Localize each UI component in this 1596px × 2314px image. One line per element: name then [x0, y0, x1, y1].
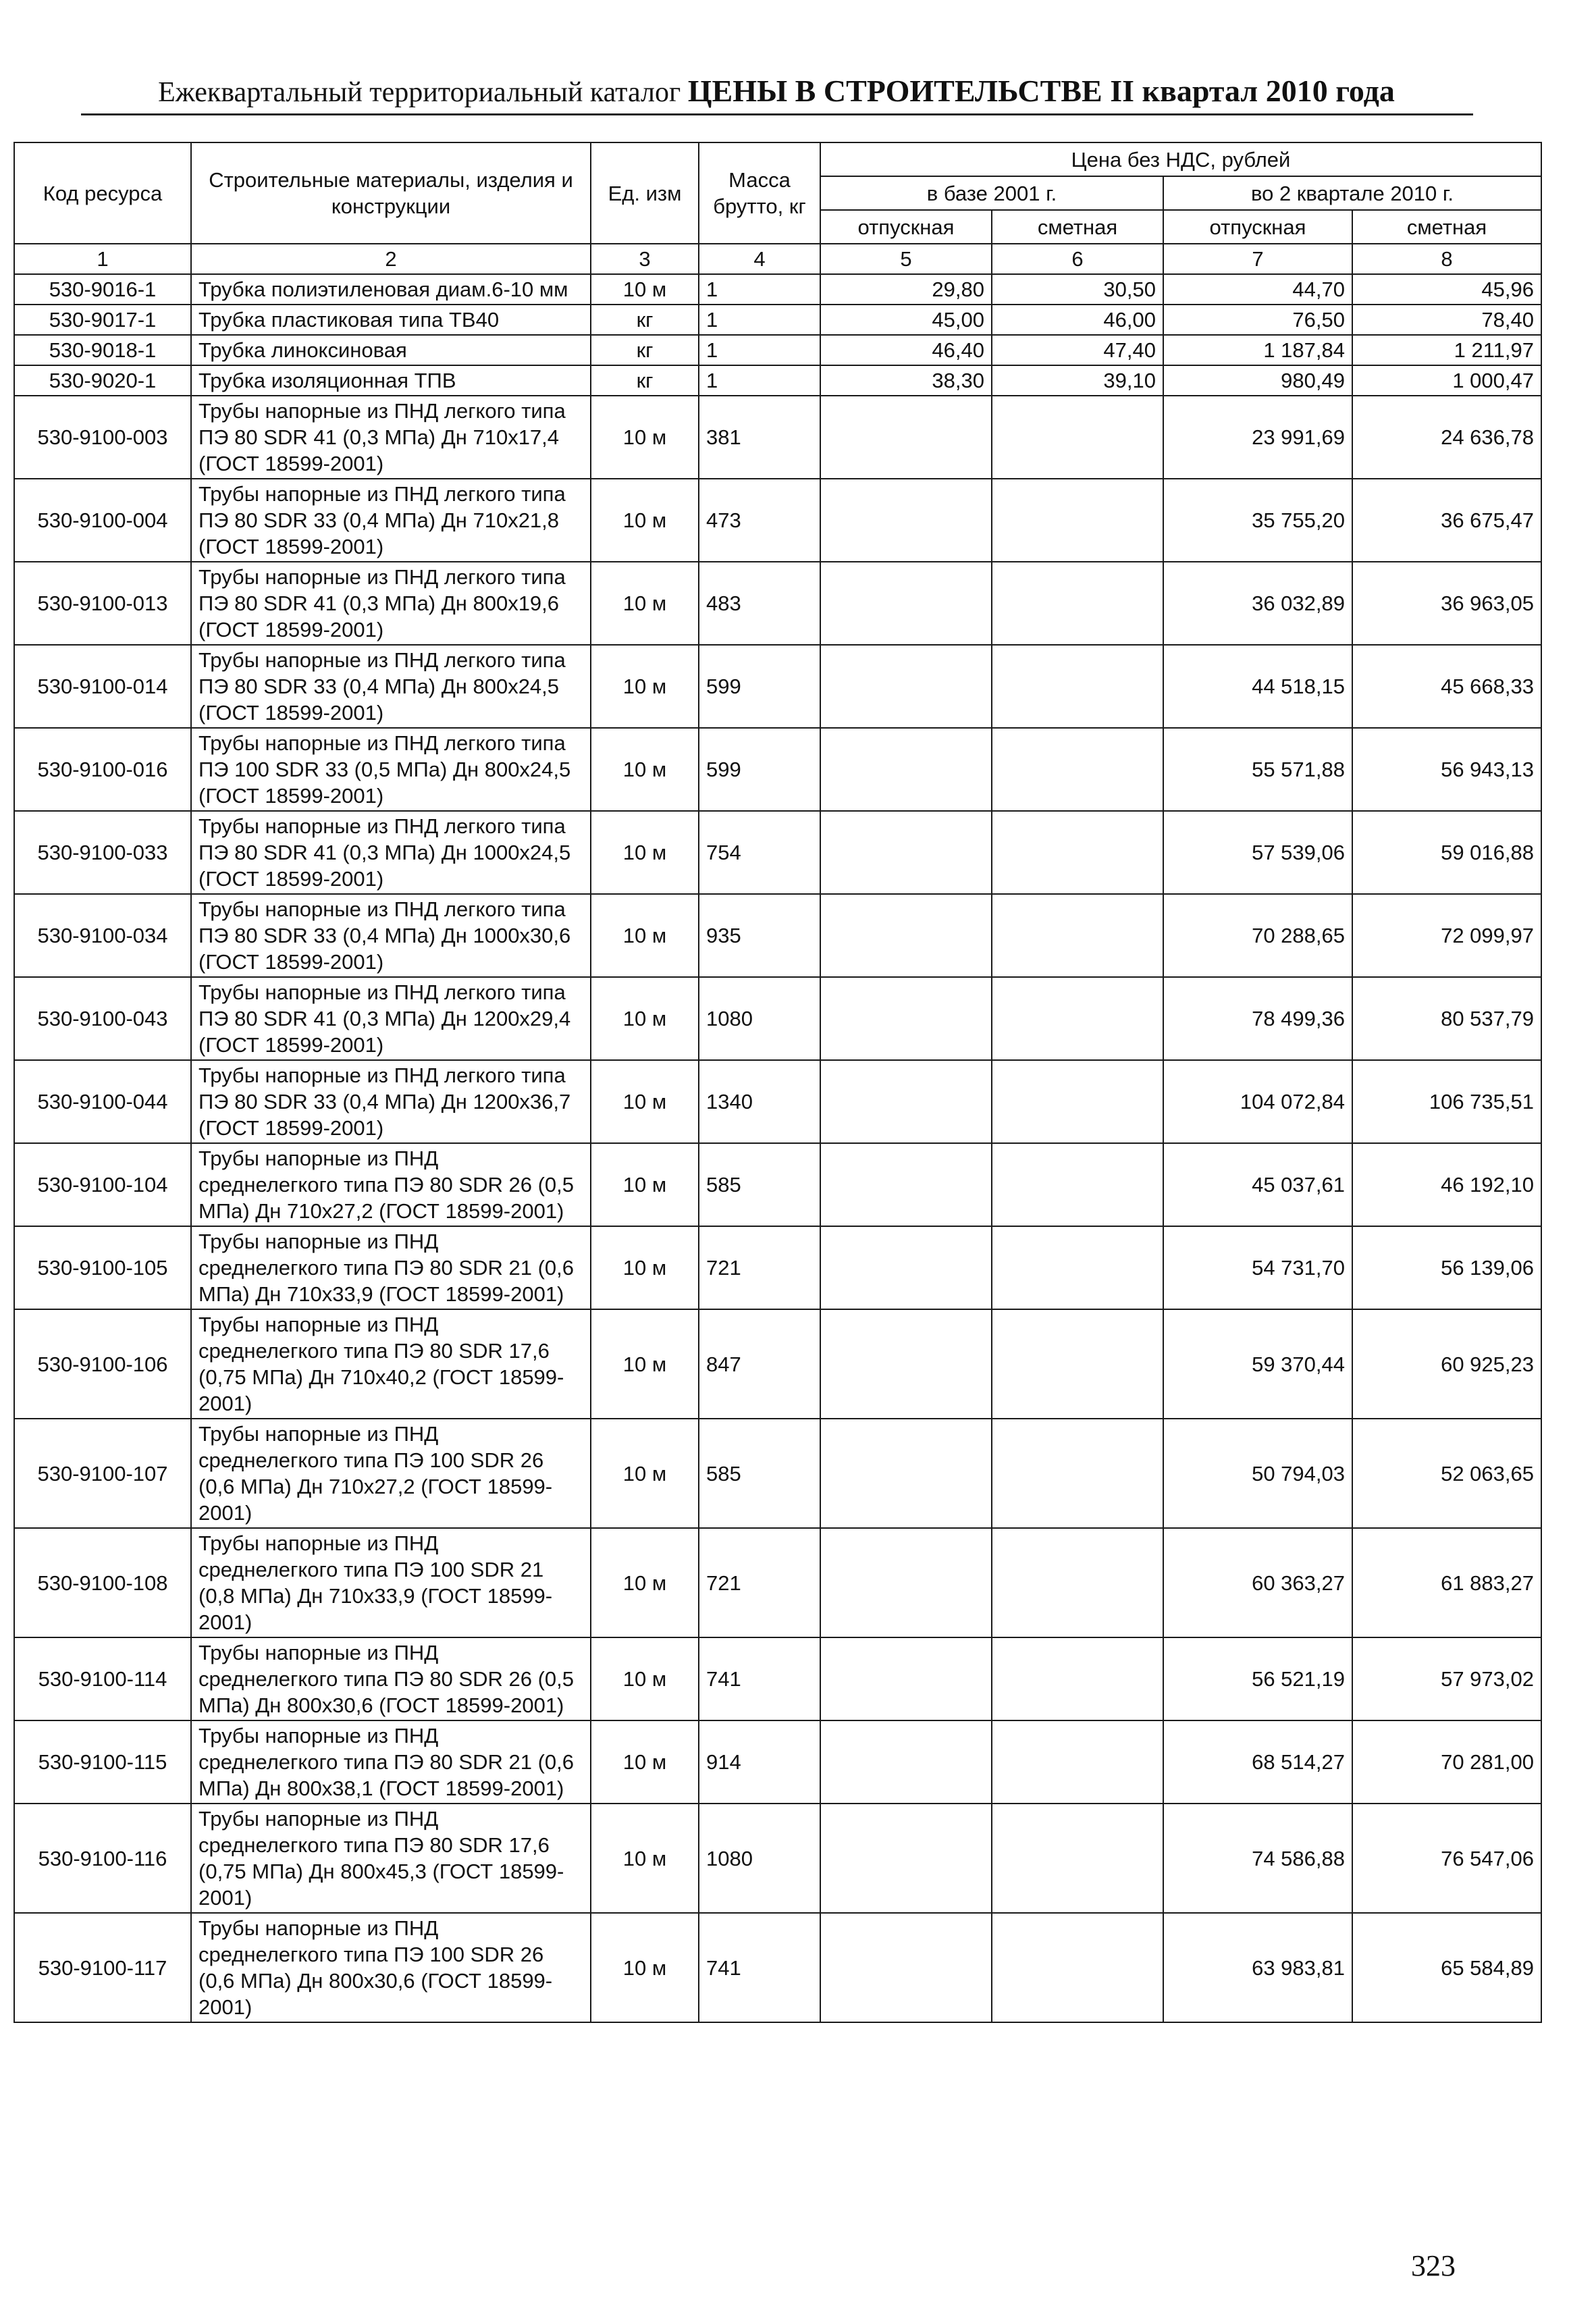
col-header-q2-release: отпускная [1163, 210, 1352, 244]
base-2001-release-price: 46,40 [820, 335, 992, 365]
base-2001-release-price: 38,30 [820, 365, 992, 396]
q2-2010-release-price: 56 521,19 [1163, 1637, 1352, 1720]
material-name: Трубы напорные из ПНД легкого типа ПЭ 80 SDR 41 (0,3 МПа) Дн 1000x24,5 (ГОСТ 18599-2001) [191, 811, 591, 894]
material-name: Трубка полиэтиленовая диам.6-10 мм [191, 274, 591, 305]
gross-mass: 721 [699, 1226, 820, 1309]
col-header-mass: Масса брутто, кг [699, 142, 820, 244]
q2-2010-release-price: 59 370,44 [1163, 1309, 1352, 1419]
material-name: Трубы напорные из ПНД среднелегкого типа ПЭ 100 SDR 26 (0,6 МПа) Дн 800x30,6 (ГОСТ 18599-2001) [191, 1913, 591, 2022]
header-title: ЦЕНЫ В СТРОИТЕЛЬСТВЕ II квартал 2010 года [687, 74, 1395, 108]
base-2001-release-price [820, 728, 992, 811]
q2-2010-estimate-price: 45 668,33 [1352, 645, 1541, 728]
base-2001-estimate-price [992, 1143, 1163, 1226]
material-name: Трубы напорные из ПНД легкого типа ПЭ 80 SDR 33 (0,4 МПа) Дн 710x21,8 (ГОСТ 18599-2001) [191, 479, 591, 562]
base-2001-release-price [820, 1804, 992, 1913]
col-number: 2 [191, 244, 591, 274]
gross-mass: 599 [699, 645, 820, 728]
q2-2010-release-price: 78 499,36 [1163, 977, 1352, 1060]
base-2001-release-price: 45,00 [820, 305, 992, 335]
q2-2010-release-price: 1 187,84 [1163, 335, 1352, 365]
q2-2010-estimate-price: 72 099,97 [1352, 894, 1541, 977]
q2-2010-estimate-price: 57 973,02 [1352, 1637, 1541, 1720]
unit: 10 м [591, 1720, 699, 1804]
unit: 10 м [591, 562, 699, 645]
gross-mass: 741 [699, 1913, 820, 2022]
base-2001-estimate-price [992, 894, 1163, 977]
q2-2010-release-price: 104 072,84 [1163, 1060, 1352, 1143]
resource-code: 530-9100-114 [14, 1637, 191, 1720]
table-row [14, 335, 1541, 365]
q2-2010-estimate-price: 1 211,97 [1352, 335, 1541, 365]
header-rule [81, 113, 1473, 115]
gross-mass: 935 [699, 894, 820, 977]
material-name: Трубы напорные из ПНД среднелегкого типа ПЭ 80 SDR 17,6 (0,75 МПа) Дн 710x40,2 (ГОСТ 18599-2001) [191, 1309, 591, 1419]
base-2001-estimate-price [992, 1060, 1163, 1143]
q2-2010-release-price: 60 363,27 [1163, 1528, 1352, 1637]
gross-mass: 754 [699, 811, 820, 894]
col-header-base-estimate: сметная [992, 210, 1163, 244]
material-name: Трубы напорные из ПНД среднелегкого типа ПЭ 80 SDR 17,6 (0,75 МПа) Дн 800x45,3 (ГОСТ 18599-2001) [191, 1804, 591, 1913]
base-2001-estimate-price [992, 479, 1163, 562]
table-row [14, 894, 1541, 977]
q2-2010-release-price: 44,70 [1163, 274, 1352, 305]
gross-mass: 585 [699, 1143, 820, 1226]
resource-code: 530-9100-106 [14, 1309, 191, 1419]
gross-mass: 585 [699, 1419, 820, 1528]
material-name: Трубы напорные из ПНД легкого типа ПЭ 80 SDR 33 (0,4 МПа) Дн 1200x36,7 (ГОСТ 18599-2001) [191, 1060, 591, 1143]
table-row [14, 1528, 1541, 1637]
col-number: 6 [992, 244, 1163, 274]
q2-2010-estimate-price: 106 735,51 [1352, 1060, 1541, 1143]
resource-code: 530-9100-014 [14, 645, 191, 728]
resource-code: 530-9100-013 [14, 562, 191, 645]
col-number: 7 [1163, 244, 1352, 274]
unit: 10 м [591, 1309, 699, 1419]
unit: 10 м [591, 479, 699, 562]
q2-2010-estimate-price: 76 547,06 [1352, 1804, 1541, 1913]
unit: кг [591, 305, 699, 335]
q2-2010-estimate-price: 56 139,06 [1352, 1226, 1541, 1309]
gross-mass: 1340 [699, 1060, 820, 1143]
material-name: Трубы напорные из ПНД среднелегкого типа ПЭ 80 SDR 21 (0,6 МПа) Дн 800x38,1 (ГОСТ 18599-2001) [191, 1720, 591, 1804]
col-header-price: Цена без НДС, рублей [820, 142, 1541, 176]
resource-code: 530-9100-104 [14, 1143, 191, 1226]
q2-2010-estimate-price: 45,96 [1352, 274, 1541, 305]
q2-2010-release-price: 70 288,65 [1163, 894, 1352, 977]
q2-2010-estimate-price: 59 016,88 [1352, 811, 1541, 894]
gross-mass: 741 [699, 1637, 820, 1720]
table-row [14, 1913, 1541, 2022]
unit: кг [591, 335, 699, 365]
q2-2010-release-price: 74 586,88 [1163, 1804, 1352, 1913]
table-row [14, 1419, 1541, 1528]
base-2001-estimate-price: 39,10 [992, 365, 1163, 396]
base-2001-estimate-price [992, 1528, 1163, 1637]
q2-2010-estimate-price: 56 943,13 [1352, 728, 1541, 811]
gross-mass: 721 [699, 1528, 820, 1637]
q2-2010-release-price: 980,49 [1163, 365, 1352, 396]
page-header [81, 73, 1472, 109]
resource-code: 530-9100-107 [14, 1419, 191, 1528]
q2-2010-estimate-price: 52 063,65 [1352, 1419, 1541, 1528]
base-2001-release-price [820, 1637, 992, 1720]
base-2001-estimate-price [992, 977, 1163, 1060]
table-row [14, 305, 1541, 335]
gross-mass: 473 [699, 479, 820, 562]
price-table [14, 142, 1542, 2023]
q2-2010-release-price: 44 518,15 [1163, 645, 1352, 728]
base-2001-release-price [820, 977, 992, 1060]
unit: 10 м [591, 274, 699, 305]
unit: 10 м [591, 728, 699, 811]
resource-code: 530-9018-1 [14, 335, 191, 365]
q2-2010-estimate-price: 1 000,47 [1352, 365, 1541, 396]
col-header-code: Код ресурса [14, 142, 191, 244]
col-header-q2-2010: во 2 квартале 2010 г. [1163, 176, 1541, 210]
col-header-base-release: отпускная [820, 210, 992, 244]
table-row [14, 1143, 1541, 1226]
material-name: Трубы напорные из ПНД легкого типа ПЭ 80 SDR 41 (0,3 МПа) Дн 800x19,6 (ГОСТ 18599-2001) [191, 562, 591, 645]
unit: 10 м [591, 396, 699, 479]
page-number: 323 [1411, 2249, 1456, 2282]
resource-code: 530-9100-003 [14, 396, 191, 479]
q2-2010-release-price: 50 794,03 [1163, 1419, 1352, 1528]
base-2001-release-price [820, 1720, 992, 1804]
material-name: Трубы напорные из ПНД легкого типа ПЭ 80 SDR 41 (0,3 МПа) Дн 710x17,4 (ГОСТ 18599-2001) [191, 396, 591, 479]
base-2001-release-price [820, 396, 992, 479]
unit: 10 м [591, 1637, 699, 1720]
q2-2010-release-price: 63 983,81 [1163, 1913, 1352, 2022]
q2-2010-estimate-price: 65 584,89 [1352, 1913, 1541, 2022]
column-number-row [14, 244, 1541, 274]
base-2001-release-price: 29,80 [820, 274, 992, 305]
gross-mass: 914 [699, 1720, 820, 1804]
table-row [14, 645, 1541, 728]
table-row [14, 1720, 1541, 1804]
resource-code: 530-9100-105 [14, 1226, 191, 1309]
q2-2010-release-price: 36 032,89 [1163, 562, 1352, 645]
base-2001-estimate-price: 47,40 [992, 335, 1163, 365]
table-row [14, 1637, 1541, 1720]
base-2001-release-price [820, 894, 992, 977]
resource-code: 530-9016-1 [14, 274, 191, 305]
resource-code: 530-9100-033 [14, 811, 191, 894]
col-number: 4 [699, 244, 820, 274]
base-2001-release-price [820, 479, 992, 562]
table-row [14, 811, 1541, 894]
q2-2010-release-price: 23 991,69 [1163, 396, 1352, 479]
unit: 10 м [591, 1143, 699, 1226]
base-2001-estimate-price [992, 1226, 1163, 1309]
unit: 10 м [591, 645, 699, 728]
base-2001-estimate-price [992, 1720, 1163, 1804]
col-header-name: Строительные материалы, изделия и конструкции [191, 142, 591, 244]
gross-mass: 381 [699, 396, 820, 479]
gross-mass: 1 [699, 335, 820, 365]
table-row [14, 1060, 1541, 1143]
base-2001-estimate-price [992, 396, 1163, 479]
gross-mass: 847 [699, 1309, 820, 1419]
q2-2010-estimate-price: 80 537,79 [1352, 977, 1541, 1060]
unit: 10 м [591, 811, 699, 894]
unit: 10 м [591, 1419, 699, 1528]
base-2001-estimate-price: 46,00 [992, 305, 1163, 335]
q2-2010-release-price: 68 514,27 [1163, 1720, 1352, 1804]
base-2001-release-price [820, 1143, 992, 1226]
q2-2010-estimate-price: 78,40 [1352, 305, 1541, 335]
base-2001-estimate-price [992, 811, 1163, 894]
unit: 10 м [591, 1060, 699, 1143]
table-row [14, 479, 1541, 562]
base-2001-release-price [820, 1528, 992, 1637]
base-2001-release-price [820, 811, 992, 894]
col-number: 5 [820, 244, 992, 274]
resource-code: 530-9100-116 [14, 1804, 191, 1913]
base-2001-estimate-price [992, 645, 1163, 728]
table-row [14, 562, 1541, 645]
table-row [14, 1309, 1541, 1419]
base-2001-estimate-price [992, 728, 1163, 811]
q2-2010-release-price: 54 731,70 [1163, 1226, 1352, 1309]
q2-2010-estimate-price: 70 281,00 [1352, 1720, 1541, 1804]
resource-code: 530-9100-117 [14, 1913, 191, 2022]
col-header-base-2001: в базе 2001 г. [820, 176, 1163, 210]
table-row [14, 728, 1541, 811]
material-name: Трубы напорные из ПНД легкого типа ПЭ 100 SDR 33 (0,5 МПа) Дн 800x24,5 (ГОСТ 18599-2001) [191, 728, 591, 811]
header-prefix: Ежеквартальный территориальный каталог [158, 77, 681, 108]
col-number: 3 [591, 244, 699, 274]
col-number: 8 [1352, 244, 1541, 274]
gross-mass: 1 [699, 365, 820, 396]
unit: 10 м [591, 977, 699, 1060]
resource-code: 530-9100-004 [14, 479, 191, 562]
unit: 10 м [591, 894, 699, 977]
q2-2010-release-price: 55 571,88 [1163, 728, 1352, 811]
q2-2010-estimate-price: 61 883,27 [1352, 1528, 1541, 1637]
base-2001-estimate-price [992, 1804, 1163, 1913]
col-header-q2-estimate: сметная [1352, 210, 1541, 244]
q2-2010-release-price: 57 539,06 [1163, 811, 1352, 894]
q2-2010-estimate-price: 46 192,10 [1352, 1143, 1541, 1226]
col-number: 1 [14, 244, 191, 274]
q2-2010-estimate-price: 60 925,23 [1352, 1309, 1541, 1419]
material-name: Трубка изоляционная ТПВ [191, 365, 591, 396]
base-2001-release-price [820, 562, 992, 645]
unit: 10 м [591, 1913, 699, 2022]
material-name: Трубы напорные из ПНД среднелегкого типа ПЭ 100 SDR 21 (0,8 МПа) Дн 710x33,9 (ГОСТ 18599-2001) [191, 1528, 591, 1637]
gross-mass: 1080 [699, 1804, 820, 1913]
table-row [14, 1804, 1541, 1913]
material-name: Трубка линоксиновая [191, 335, 591, 365]
table-row [14, 1226, 1541, 1309]
base-2001-estimate-price [992, 1309, 1163, 1419]
base-2001-estimate-price [992, 1913, 1163, 2022]
unit: 10 м [591, 1528, 699, 1637]
table-row [14, 396, 1541, 479]
gross-mass: 599 [699, 728, 820, 811]
q2-2010-release-price: 45 037,61 [1163, 1143, 1352, 1226]
resource-code: 530-9017-1 [14, 305, 191, 335]
unit: кг [591, 365, 699, 396]
base-2001-release-price [820, 1309, 992, 1419]
material-name: Трубы напорные из ПНД среднелегкого типа ПЭ 80 SDR 26 (0,5 МПа) Дн 710x27,2 (ГОСТ 18599-2001) [191, 1143, 591, 1226]
q2-2010-release-price: 35 755,20 [1163, 479, 1352, 562]
q2-2010-estimate-price: 36 675,47 [1352, 479, 1541, 562]
q2-2010-release-price: 76,50 [1163, 305, 1352, 335]
base-2001-estimate-price: 30,50 [992, 274, 1163, 305]
table-row [14, 365, 1541, 396]
base-2001-estimate-price [992, 562, 1163, 645]
base-2001-release-price [820, 1226, 992, 1309]
material-name: Трубы напорные из ПНД легкого типа ПЭ 80 SDR 33 (0,4 МПа) Дн 800x24,5 (ГОСТ 18599-2001) [191, 645, 591, 728]
gross-mass: 1 [699, 274, 820, 305]
resource-code: 530-9100-108 [14, 1528, 191, 1637]
resource-code: 530-9100-044 [14, 1060, 191, 1143]
material-name: Трубы напорные из ПНД среднелегкого типа ПЭ 80 SDR 26 (0,5 МПа) Дн 800x30,6 (ГОСТ 18599-2001) [191, 1637, 591, 1720]
q2-2010-estimate-price: 36 963,05 [1352, 562, 1541, 645]
base-2001-estimate-price [992, 1419, 1163, 1528]
table-body [14, 274, 1541, 2022]
table-row [14, 977, 1541, 1060]
col-header-unit: Ед. изм [591, 142, 699, 244]
material-name: Трубка пластиковая типа ТВ40 [191, 305, 591, 335]
base-2001-estimate-price [992, 1637, 1163, 1720]
resource-code: 530-9100-034 [14, 894, 191, 977]
unit: 10 м [591, 1804, 699, 1913]
resource-code: 530-9020-1 [14, 365, 191, 396]
material-name: Трубы напорные из ПНД среднелегкого типа ПЭ 80 SDR 21 (0,6 МПа) Дн 710x33,9 (ГОСТ 18599-2001) [191, 1226, 591, 1309]
base-2001-release-price [820, 645, 992, 728]
material-name: Трубы напорные из ПНД среднелегкого типа ПЭ 100 SDR 26 (0,6 МПа) Дн 710x27,2 (ГОСТ 18599-2001) [191, 1419, 591, 1528]
unit: 10 м [591, 1226, 699, 1309]
material-name: Трубы напорные из ПНД легкого типа ПЭ 80 SDR 41 (0,3 МПа) Дн 1200x29,4 (ГОСТ 18599-2001) [191, 977, 591, 1060]
resource-code: 530-9100-115 [14, 1720, 191, 1804]
gross-mass: 483 [699, 562, 820, 645]
table-row [14, 274, 1541, 305]
resource-code: 530-9100-016 [14, 728, 191, 811]
base-2001-release-price [820, 1060, 992, 1143]
resource-code: 530-9100-043 [14, 977, 191, 1060]
material-name: Трубы напорные из ПНД легкого типа ПЭ 80 SDR 33 (0,4 МПа) Дн 1000x30,6 (ГОСТ 18599-2001) [191, 894, 591, 977]
q2-2010-estimate-price: 24 636,78 [1352, 396, 1541, 479]
gross-mass: 1080 [699, 977, 820, 1060]
base-2001-release-price [820, 1419, 992, 1528]
gross-mass: 1 [699, 305, 820, 335]
base-2001-release-price [820, 1913, 992, 2022]
